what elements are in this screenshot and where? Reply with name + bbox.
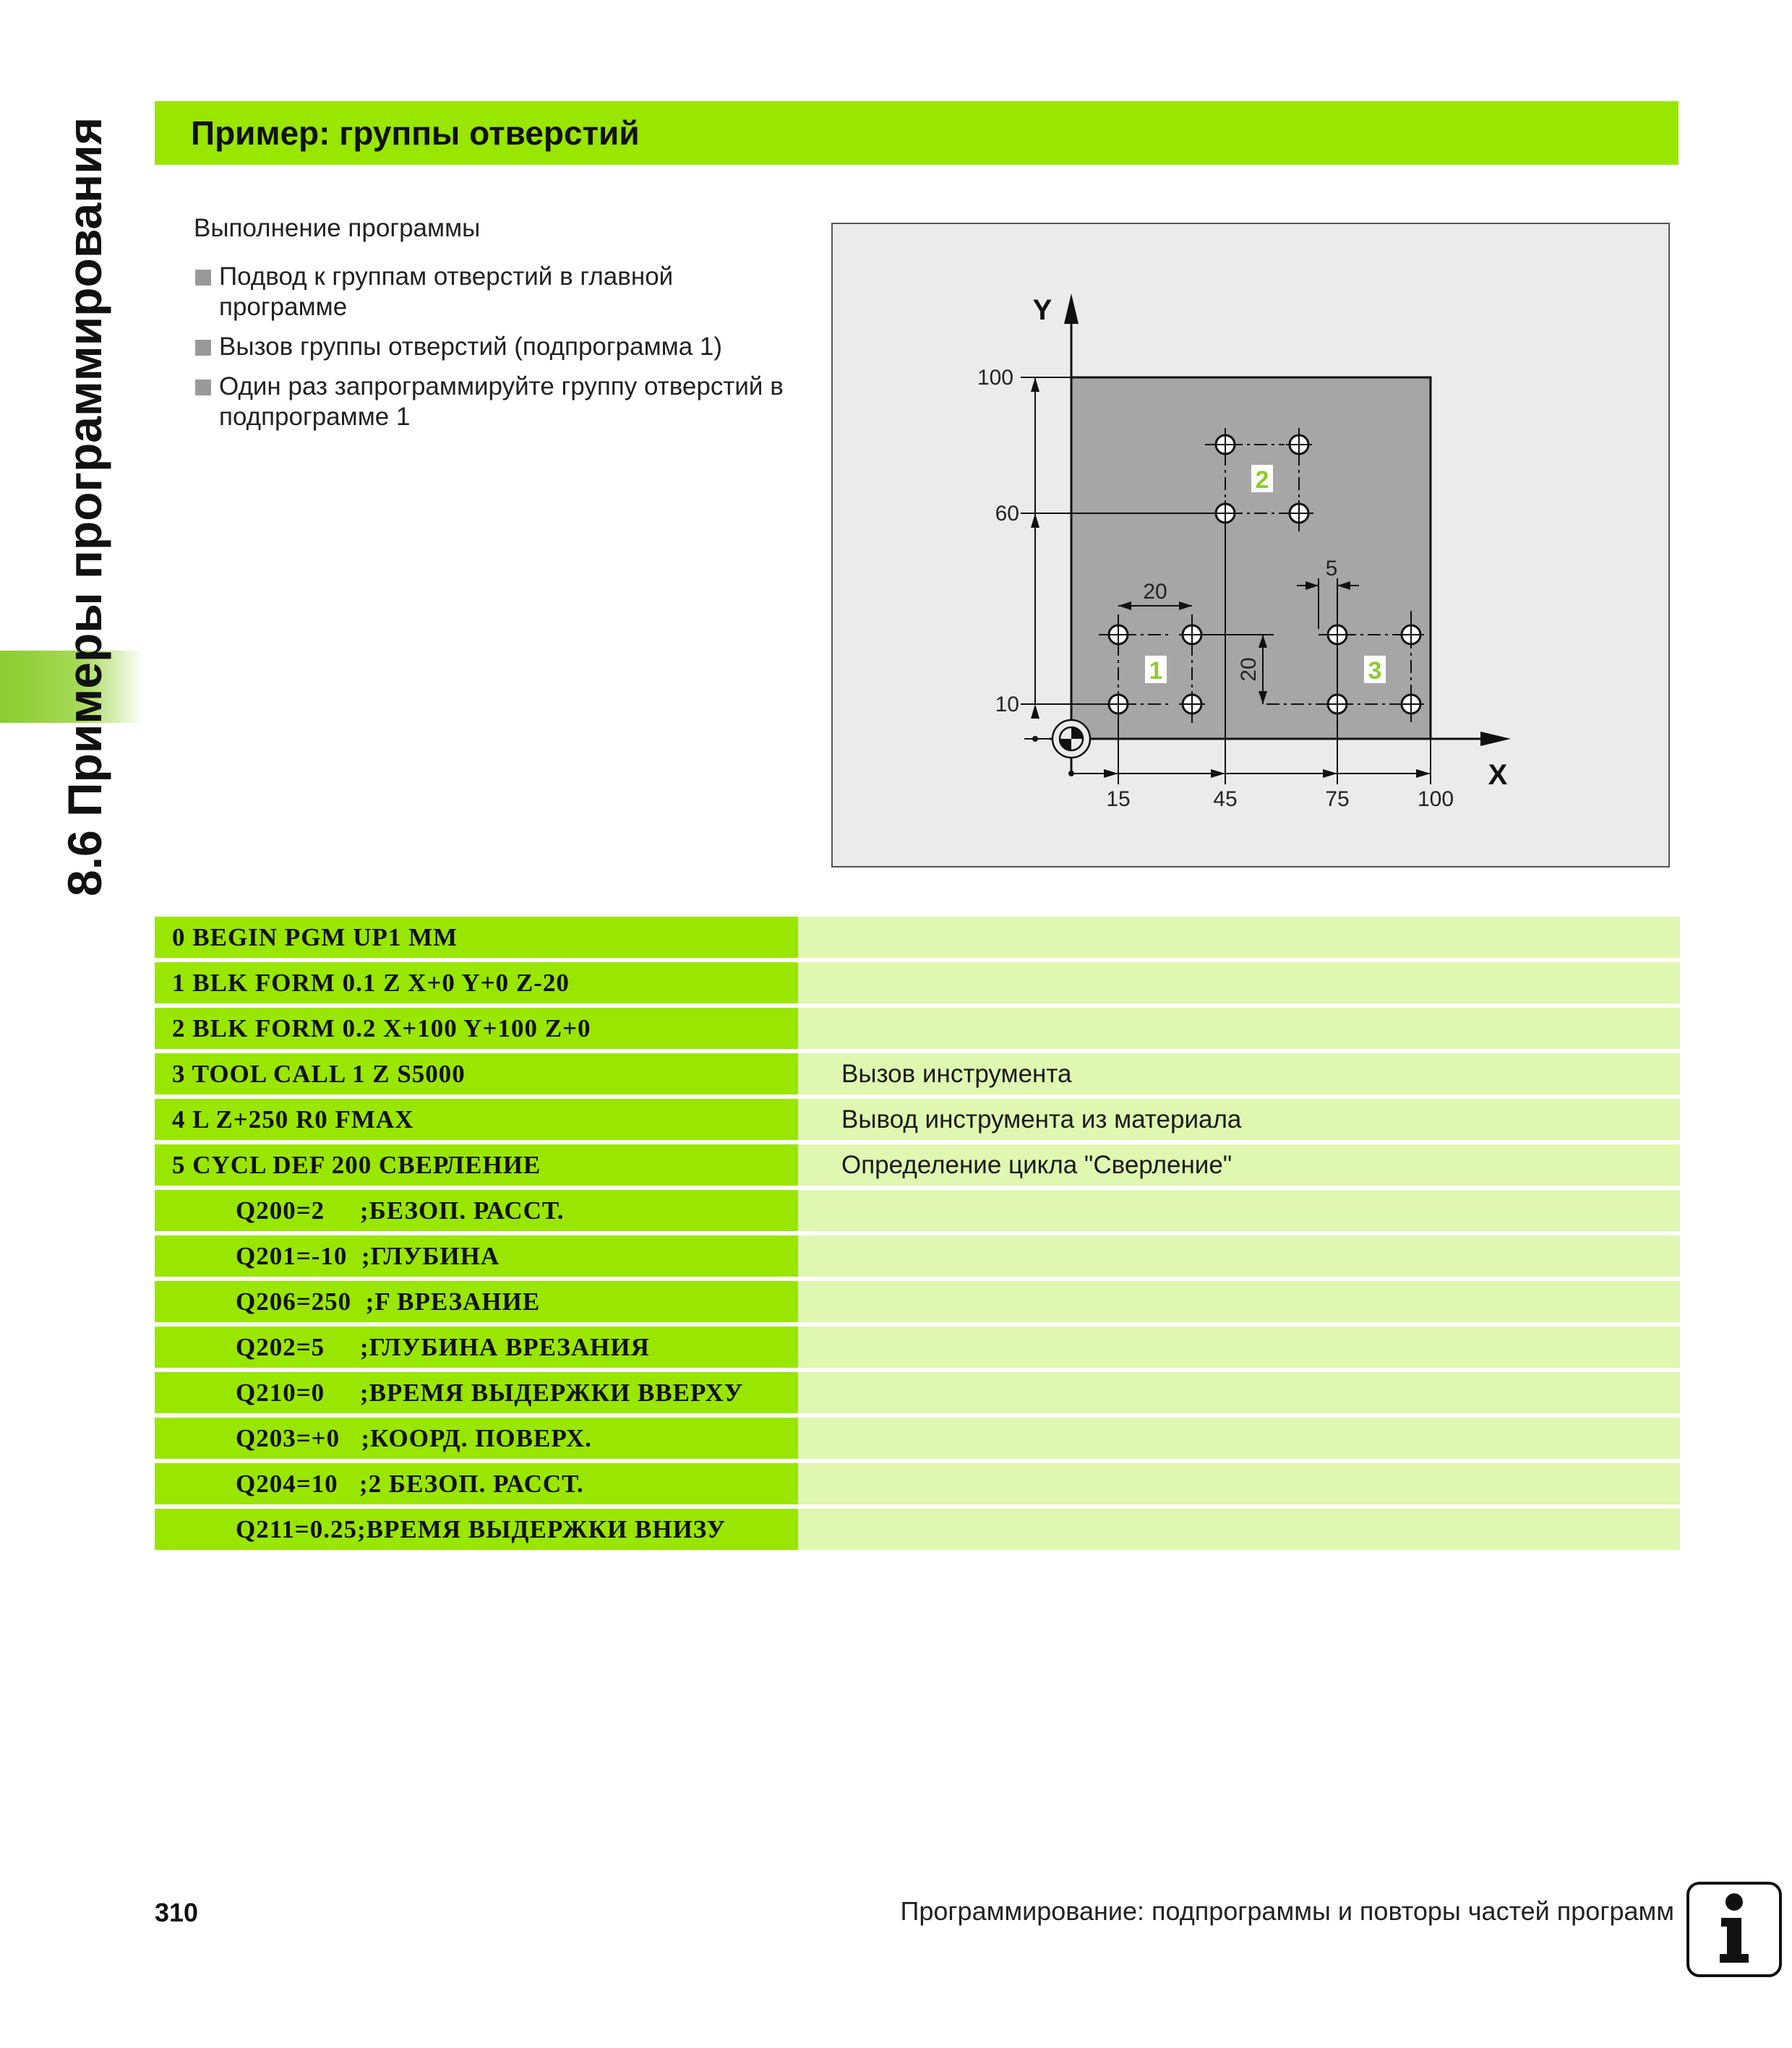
program-code: Q210=0 ;ВРЕМЯ ВЫДЕРЖКИ ВВЕРХУ <box>155 1372 798 1413</box>
bullet-square-icon <box>195 380 211 395</box>
program-code: Q206=250 ;F ВРЕЗАНИЕ <box>155 1281 798 1322</box>
program-row <box>155 1327 1680 1368</box>
bullet-text: Один раз запрограммируйте группу отверстий в подпрограмме 1 <box>219 372 784 431</box>
program-row <box>155 1190 1680 1231</box>
program-comment <box>798 1327 1680 1368</box>
dim-arrow-icon <box>1031 704 1039 719</box>
x-axis-arrow-icon <box>1480 732 1511 746</box>
dim-20-horizontal-label: 20 <box>1143 580 1167 604</box>
program-row <box>155 1281 1680 1322</box>
program-code: Q201=-10 ;ГЛУБИНА <box>155 1235 798 1277</box>
bullet-text: Вызов группы отверстий (подпрограмма 1) <box>219 333 723 361</box>
program-row <box>155 1008 1680 1049</box>
section-header <box>155 101 1679 165</box>
bullet-square-icon <box>195 340 211 356</box>
program-comment <box>798 962 1680 1003</box>
workpiece <box>1071 377 1431 739</box>
program-code: 4 L Z+250 R0 FMAX <box>155 1099 798 1140</box>
program-row <box>155 1053 1680 1094</box>
program-code: 1 BLK FORM 0.1 Z X+0 Y+0 Z-20 <box>155 962 798 1003</box>
program-comment <box>798 1372 1680 1413</box>
x-tick-label: 75 <box>1325 787 1350 811</box>
x-tick-label: 15 <box>1106 787 1131 811</box>
program-code: Q202=5 ;ГЛУБИНА ВРЕЗАНИЯ <box>155 1327 798 1368</box>
group-label-2: 2 <box>1255 466 1269 494</box>
program-comment: Определение цикла "Сверление" <box>798 1144 1680 1186</box>
program-row <box>155 1144 1680 1186</box>
intro-heading: Выполнение программы <box>194 214 481 242</box>
page-number: 310 <box>155 1898 199 1927</box>
program-row <box>155 1372 1680 1413</box>
program-code: 0 BEGIN PGM UP1 MM <box>155 917 798 958</box>
program-comment <box>798 1509 1680 1550</box>
drawing-canvas <box>833 224 1671 869</box>
dim-arrow-icon <box>1323 769 1337 778</box>
program-code: 5 CYCL DEF 200 СВЕРЛЕНИЕ <box>155 1144 798 1186</box>
x-tick-label: 45 <box>1213 787 1238 811</box>
dim-dot <box>1068 771 1074 776</box>
bullet-item <box>194 332 801 362</box>
program-comment <box>798 1418 1680 1459</box>
program-row <box>155 1235 1680 1277</box>
y-axis-arrow-icon <box>1064 294 1079 324</box>
dim-dot <box>1032 736 1038 742</box>
dim-20-vertical-label: 20 <box>1237 657 1261 682</box>
program-code: Q200=2 ;БЕЗОП. РАССТ. <box>155 1190 798 1231</box>
dim-arrow-icon <box>1031 377 1039 392</box>
program-code: 3 TOOL CALL 1 Z S5000 <box>155 1053 798 1094</box>
dim-arrow-icon <box>1416 769 1431 778</box>
program-comment <box>798 1235 1680 1277</box>
dim-arrow-icon <box>1211 769 1225 778</box>
program-comment <box>798 917 1680 958</box>
x-tick-label: 100 <box>1417 787 1454 811</box>
program-code: 2 BLK FORM 0.2 X+100 Y+100 Z+0 <box>155 1008 798 1049</box>
program-code: Q204=10 ;2 БЕЗОП. РАССТ. <box>155 1463 798 1504</box>
program-code: Q203=+0 ;КООРД. ПОВЕРХ. <box>155 1418 798 1459</box>
program-row <box>155 917 1680 958</box>
program-row <box>155 1418 1680 1459</box>
program-comment <box>798 1008 1680 1049</box>
group-label-1: 1 <box>1149 657 1163 685</box>
program-code: Q211=0.25;ВРЕМЯ ВЫДЕРЖКИ ВНИЗУ <box>155 1509 798 1550</box>
program-comment <box>798 1463 1680 1504</box>
section-title: Пример: группы отверстий <box>191 114 640 152</box>
dim-arrow-icon <box>1104 769 1118 778</box>
intro-bullets <box>194 262 801 442</box>
dim-5-label: 5 <box>1325 557 1338 580</box>
info-glyph <box>1689 1885 1779 1974</box>
y-tick-label: 60 <box>995 502 1019 526</box>
hole-pattern-drawing <box>831 223 1670 867</box>
program-row <box>155 1099 1680 1140</box>
x-axis-label: X <box>1488 759 1508 791</box>
program-row <box>155 962 1680 1003</box>
bullet-item <box>194 262 801 322</box>
dim-arrow-icon <box>1031 513 1039 528</box>
y-tick-label: 10 <box>995 693 1019 716</box>
footer-chapter-text: Программирование: подпрограммы и повторы частей программ <box>900 1896 1674 1926</box>
bullet-item <box>194 372 801 432</box>
program-row <box>155 1509 1680 1550</box>
bullet-square-icon <box>195 270 211 286</box>
program-comment <box>798 1190 1680 1231</box>
bullet-text: Подвод к группам отверстий в главной программе <box>219 262 674 321</box>
y-tick-label: 100 <box>977 366 1013 390</box>
program-row <box>155 1463 1680 1504</box>
y-axis-label: Y <box>1032 294 1053 326</box>
program-comment: Вызов инструмента <box>798 1053 1680 1094</box>
group-label-3: 3 <box>1368 657 1382 685</box>
program-comment: Вывод инструмента из материала <box>798 1099 1680 1140</box>
info-icon[interactable] <box>1686 1882 1782 1977</box>
chapter-title: 8.6 Примеры программирования <box>58 116 111 896</box>
nc-program-table <box>155 917 1680 1554</box>
program-comment <box>798 1281 1680 1322</box>
